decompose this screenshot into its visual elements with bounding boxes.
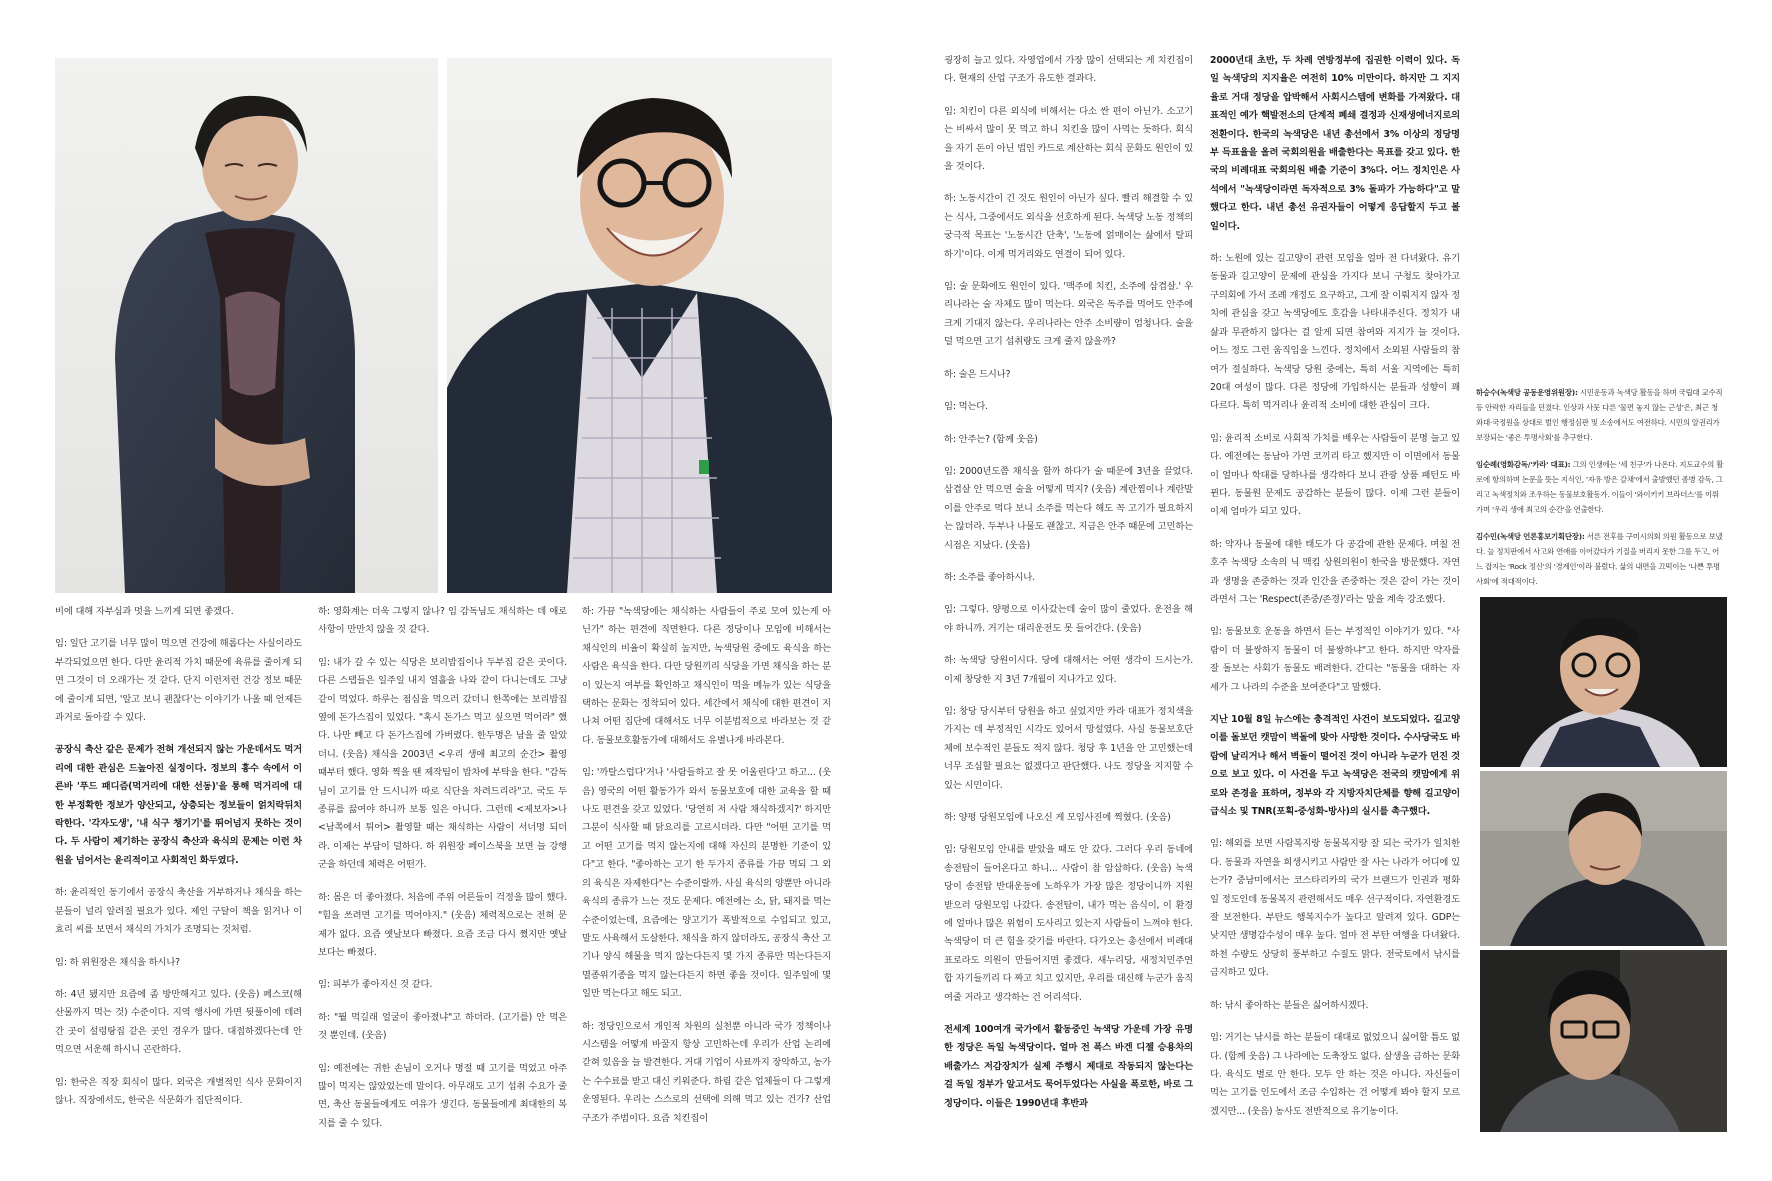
profile-text: 시민운동과 녹색당 활동을 하며 국립대 교수직 등 안락한 자리들을 던졌다. 인상과 사뭇 다른 '물면 놓지 않는 근성'은, 최근 청와대·국정원을 상대로 벌인 행정심판 및 소송에서도 여전하다. 시민의 알권리가 보장되는 '좋은 투명사회'를 추구한다.: [1476, 388, 1723, 442]
interview-paragraph: 임: 한국은 직장 회식이 많다. 외국은 개별적인 식사 문화이지 않나. 직장에서도, 한국은 식문화가 집단적이다.: [55, 1076, 302, 1106]
article-column-1: [55, 603, 302, 1163]
interview-paragraph: 굉장히 늘고 있다. 자영업에서 가장 많이 선택되는 게 치킨집이다. 현재의 산업 구조가 유도한 결과다.: [944, 55, 1193, 85]
interview-paragraph: 하: 노동시간이 긴 것도 원인이 아닌가 싶다. 빨리 해결할 수 있는 식사, 그중에서도 외식을 선호하게 된다. 녹색당 노동 정책의 궁극적 목표는 '노동시간 단축', '노동에 얽매이는 삶에서 탈피하기'이다. 이게 먹거리와도 연결이 되어 있다.: [944, 193, 1193, 260]
young-man-thumb-photo: [1480, 950, 1727, 1132]
interview-paragraph: 임: 하 위원장은 채식을 하시나?: [55, 956, 180, 968]
interview-paragraph: 임: 거기는 낚시를 하는 분들이 대대로 없었으니 싫어할 틈도 없다. (함께 웃음) 그 나라에는 도축장도 없다. 살생을 금하는 문화다. 육식도 별로 안 한다. 모두 안 하는 것은 아니다. 자신들이 먹는 고기를 인도에서 조금 수입하는 건 어떻게 봐야 할지 모르겠지만... (웃음) 농사도 전반적으로 유기농이다.: [1210, 1032, 1460, 1117]
interview-paragraph: 하: 양평 당원모임에 나오신 게 모임사진에 찍혔다. (웃음): [944, 812, 1171, 823]
lead-paragraph: 2000년대 초반, 두 차례 연방정부에 집권한 이력이 있다. 독일 녹색당의 지지율은 여전히 10% 미만이다. 하지만 그 지지율로 거대 정당을 압박해서 사회시스템에 변화를 가져왔다. 대표적인 예가 핵발전소의 단계적 폐쇄 결정과 신재생에너지로의 전환이다. 한국의 녹색당은 내년 총선에서 3% 이상의 정당명부 득표율을 올려 국회의원을 배출한다는 목표를 갖고 있다. 한국의 비례대표 국회의원 배출 기준이 3%다. 어느 정치인은 사석에서 "녹색당이라면 독자적으로 3% 돌파가 가능하다"고 말했다고 한다. 내년 총선 유권자들이 어떻게 응답할지 두고 볼 일이다.: [1210, 55, 1460, 232]
interview-paragraph: 임: 2000년도쯤 채식을 할까 하다가 술 때문에 3년을 끌었다. 삼겹살 안 먹으면 술을 어떻게 먹지? (웃음) 계란찜이나 계란말이를 안주로 먹다 보니 소주를 먹는다 해도 꼭 고기가 필요하지는 않더라. 두부나 나물도 괜찮고. 지금은 안주 때문에 고민하는 시점은 지났다. (웃음): [944, 465, 1193, 551]
profile-entry: [1476, 457, 1724, 517]
profile-name: 김수민(녹색당 언론홍보기획단장):: [1476, 532, 1585, 541]
interview-paragraph: 하: 안주는? (함께 웃음): [944, 433, 1038, 445]
interview-paragraph: 하: 노원에 있는 길고양이 관련 모임을 얼마 전 다녀왔다. 유기동물과 길고양이 문제에 관심을 가지다 보니 구청도 찾아가고 구의회에 가서 조례 개정도 요구하고, 그게 잘 이뤄지지 않자 정치에 관심을 갖고 녹색당에도 호감을 나타내주신다. 정치가 내 삶과 무관하지 않다는 걸 알게 되면 참여와 지지가 늘 것이다. 어느 정도 그런 움직임을 느낀다. 정치에서 소외된 사람들의 참여가 절실하다. 녹색당 당원 중에는, 특히 서울 지역에는 특히 20대 여성이 많다. 다른 정당에 가입하시는 분들과 성향이 꽤 다르다. 특히 먹거리나 윤리적 소비에 대한 관심이 크다.: [1210, 253, 1460, 412]
profile-entry: [1476, 385, 1724, 445]
interview-paragraph: 임: 술 문화에도 원인이 있다. '맥주에 치킨, 소주에 삼겹살.' 우리나라는 술 자체도 많이 먹는다. 외국은 독주를 먹어도 안주에 크게 기대지 않는다. 우리나라는 안주 소비량이 엄청나다. 술을 덜 먹으면 고기 섭취량도 크게 줄지 않을까?: [944, 281, 1193, 348]
interview-paragraph: 하: 낚시 좋아하는 분들은 싫어하시겠다.: [1210, 999, 1369, 1011]
profile-name: 하승수(녹색당 공동운영위원장):: [1476, 388, 1578, 397]
interview-paragraph: 하: 약자나 동물에 대한 태도가 다 공감에 관한 문제다. 며칠 전 호주 녹색당 소속의 닉 맥킴 상원의원이 한국을 방문했다. 자연과 생명을 존중하는 것과 인간을 존중하는 것은 같이 가는 것이라면서 그는 'Respect(존중/존경)'라는 말을 계속 강조했다.: [1210, 538, 1460, 605]
article-column-5: [1210, 52, 1460, 1162]
interview-paragraph: 하: 영화계는 더욱 그렇지 않나? 임 감독님도 채식하는 데 애로사항이 만만치 않을 것 같다.: [318, 606, 567, 636]
interview-paragraph: 하: "뭘 먹길래 얼굴이 좋아졌냐"고 하더라. (고기를) 안 먹은 것 뿐인데. (웃음): [318, 1011, 567, 1042]
interview-paragraph: 임: 당원모임 안내를 받았을 때도 안 갔다. 그러다 우리 동네에 송전탑이 들어온다고 하니... 사람이 참 암삽하다. (웃음) 녹색당이 송전탑 반대운동에 노하우가 가장 많은 정당이니까 지원받으러 당원모임 나갔다. 송전탑이, 내가 먹는 음식이, 이 환경에 얼마나 많은 위험이 도사리고 있는지 사람들이 느껴야 한다. 녹색당이 더 큰 힘을 갖기를 바란다. 다가오는 총선에서 비례대표로라도 의원이 만들어지면 좋겠다. 새누리당, 새정치민주연합 자기들끼리 다 짜고 치고 있지만, 우리를 대신해 누군가 움직여줄 거라고 생각하는 건 어리석다.: [944, 844, 1193, 1003]
interview-paragraph: 임: 치킨이 다른 외식에 비해서는 다소 싼 편이 아닌가. 소고기는 비싸서 많이 못 먹고 하니 치킨을 많이 사먹는 듯하다. 회식을 자기 돈이 아닌 법인 카드로 계산하는 회식 문화도 원인이 있을 것이다.: [944, 105, 1193, 173]
interview-paragraph: 임: 그렇다. 양평으로 이사갔는데 술이 많이 줄었다. 운전을 해야 하니까. 거기는 대리운전도 못 들어간다. (웃음): [944, 604, 1193, 634]
interview-paragraph: 하: 정당인으로서 개인적 차원의 실천뿐 아니라 국가 정책이나 시스템을 어떻게 바꿀지 항상 고민하는데 우리가 산업 논리에 갇혀 있음을 늘 발견한다. 거대 기업이 사료까지 장악하고, 농가는 수수료를 받고 대신 키워준다. 하림 같은 업체들이 다 그렇게 운영된다. 우리는 스스로의 선택에 의해 먹고 있는 건가? 산업 구조가 주범이다. 요즘 치킨집이: [582, 1020, 831, 1124]
article-column-2: [318, 603, 567, 1163]
interview-paragraph: 하: 술은 드시나?: [944, 368, 1011, 380]
interviewee-profiles: [1476, 385, 1724, 601]
lead-paragraph: 전세계 100여개 국가에서 활동중인 녹색당 가운데 가장 유명한 정당은 독일 녹색당이다. 얼마 전 폭스 바겐 디젤 승용차의 배출가스 저감장치가 실제 주행시 제대로 작동되지 않는다는 걸 독일 정부가 알고서도 묵어두었다는 사실을 폭로한, 바로 그 정당이다. 이들은 1990년대 후반과: [944, 1024, 1193, 1109]
interview-paragraph: 임: 윤리적 소비로 사회적 가치를 배우는 사람들이 분명 늘고 있다. 예전에는 동남아 가면 코끼리 타고 했지만 이 이면에서 동물이 얼마나 학대를 당하나를 생각하다 보니 관광 상품 패턴도 바뀐다. 동물원 문제도 공감하는 분들이 많다. 이제 그런 분들이 이제 엄마가 되고 있다.: [1210, 432, 1460, 518]
woman-portrait-photo: [55, 58, 438, 593]
interview-paragraph: 임: 예전에는 귀한 손님이 오거나 명절 때 고기를 먹었고 아주 많이 먹지는 않았었는데 말이다. 아무래도 고기 섭취 수요가 줄면, 축산 동물들에게도 여유가 생긴다. 동물들에게 최대한의 복지를 줄 수 있다.: [318, 1062, 567, 1129]
interview-paragraph: 하: 몸은 더 좋아졌다. 처음에 주위 어른들이 걱정을 많이 했다. "힘을 쓰려면 고기를 먹어야지." (웃음) 체력적으로는 전혀 문제가 없다. 요즘 옛날보다 빠졌다. 요즘 조금 다시 쪘지만 옛날보다는 빠졌다.: [318, 891, 567, 958]
interview-paragraph: 임: '까탈스럽다'거나 '사람들하고 잘 못 어울린다'고 하고... (웃음) 영국의 어떤 활동가가 와서 동물보호에 대한 교육을 할 때 나도 편견을 갖고 있었다. '당연히 저 사람 채식하겠지?' 하지만 그분이 식사할 때 닭요리를 고르시더라. 다만 "어떤 고기를 먹고 어떤 고기를 먹지 않는지에 대해 자신의 분명한 기준이 있다"고 한다. "좋아하는 고기 한 두가지 종류를 가끔 먹되 그 외의 육식은 자제한다"는 수준이랄까. 사실 육식의 양뿐만 아니라 육식의 종류가 느는 것도 문제다. 예전에는 소, 닭, 돼지를 먹는 수준이었는데, 요즘에는 양고기가 폭발적으로 수입되고 있고, 말도 사육해서 도살한다. 채식을 하지 않더라도, 공장식 축산 고기나 양식 해물을 먹지 않는다든지 몇 가지 종류만 먹는다든지 멸종위기종을 먹지 않는다든지 하면 좋을 것이다. 일주일에 몇일만 먹는다고 해도 되고.: [582, 767, 831, 1000]
profile-text: 그의 인생에는 '세 친구'가 나온다. 지도교수의 활로에 항의하며 논문을 뜻는 지식인, '자유 방은 갈채'에서 출발했던 좀병 감독, 그리고 녹색정치와 조우하는 동물보호활동가. 이들이 '와이키키 브라더스'를 이뤄가며 '우리 생애 최고의 순간'을 연출한다.: [1476, 460, 1724, 514]
man-laughing-photo: [447, 58, 832, 593]
interview-paragraph: 하: 4년 됐지만 요즘에 좀 방만해지고 있다. (웃음) 페스코(해산물까지 먹는 것) 수준이다. 지역 행사에 가면 뒷풀이에 데려간 곳이 설렁탕집 같은 곳인 경우가 많다. 대접하겠다는데 안 먹으면 서운해 하시니 곤란하다.: [55, 988, 302, 1056]
interview-paragraph: 하: 가끔 "녹색당에는 채식하는 사람들이 주로 모여 있는게 아닌가" 하는 편견에 직면한다. 다른 정당이나 모임에 비해서는 채식인의 비율이 확실히 높지만, 녹색당원 중에도 육식을 하는 사람은 육식을 한다. 다만 당원끼리 식당을 가면 채식을 하는 분이 있는지 여부를 확인하고 채식인이 먹을 메뉴가 있는 식당을 택하는 문화는 정착되어 있다. 세간에서 채식에 대한 편견이 지나쳐 어떤 집단에 대해서도 너무 이분법적으로 바라보는 것 같다. 동물보호활동가에 대해서도 유별나게 바라본다.: [582, 606, 831, 746]
interview-paragraph: 비에 대해 자부심과 멋을 느끼게 되면 좋겠다.: [55, 606, 234, 617]
interview-paragraph: 하: 녹색당 당원이시다. 당에 대해서는 어떤 생각이 드시는가. 이제 창당한 지 3년 7개월이 지나가고 있다.: [944, 655, 1193, 685]
article-column-4: [944, 52, 1193, 1162]
interview-paragraph: 임: 내가 갈 수 있는 식당은 보리밥집이나 두부집 같은 곳이다. 다른 스탭들은 일주일 내지 열흘을 나와 같이 다니는데도 그냥 같이 먹었다. 하루는 점심을 먹으러 갔더니 한쪽에는 보리밥집 옆에 돈가스집이 있었다. "혹시 돈가스 먹고 싶으면 먹어라" 했다. 나만 빼고 다 돈가스집에 가버렸다. 한두명은 남을 줄 알았더니. (웃음) 채식을 2003년 <우리 생애 최고의 순간> 촬영 때부터 했다. 영화 찍을 땐 제작팀이 밥차에 부탁을 한다. "감독님이 고기를 안 드시니까 따로 식단을 차려드리라"고. 국도 두 종류를 끓여야 하니까 보통 일은 아니다. 그런데 <제보자>나 <남쪽에서 튀어> 촬영할 때는 채식하는 사람이 서너명 되더라. 이제는 부담이 덜하다. 하 위원장 페이스북을 보면 늘 강행군을 하던데 체력은 어떤가.: [318, 656, 567, 871]
lead-paragraph: 공장식 축산 같은 문제가 전혀 개선되지 않는 가운데서도 먹거리에 대한 관심은 드높아진 실정이다. 정보의 홍수 속에서 이른바 '푸드 패디즘(먹거리에 대한 선동)'을 통해 먹거리에 대한 부정확한 정보가 양산되고, 상층되는 정보들이 얽치락뒤치락한다. '각자도생', '내 식구 챙기기'를 뛰어넘지 못하는 것이다. 두 사람이 제기하는 공장식 축산과 육식의 문제는 이런 차원을 넘어서는 윤리적이고 사회적인 화두였다.: [55, 744, 302, 866]
interview-paragraph: 임: 먹는다.: [944, 401, 988, 413]
profile-name: 임순례(영화감독/'카라' 대표):: [1476, 460, 1571, 469]
lead-paragraph: 지난 10월 8일 뉴스에는 충격적인 사건이 보도되었다. 길고양이를 돌보던 캣맘이 벽돌에 맞아 사망한 것이다. 수사당국도 바람에 날리거나 해서 벽돌이 떨어진 것이 아니라 누군가 던진 것으로 보고 있다. 이 사건을 두고 녹색당은 전국의 캣맘에게 위로와 존경을 표하며, 정부와 각 지방자치단체를 향해 길고양이 급식소 및 TNR(포획-중성화-방사)의 실시를 촉구했다.: [1210, 714, 1460, 818]
interview-paragraph: 임: 일단 고기를 너무 많이 먹으면 건강에 해롭다는 사실이라도 부각되었으면 한다. 다만 윤리적 가치 때문에 육류를 줄이게 되면 그것이 더 오래가는 것 같다. 단지 이런저런 건강 정보 때문에 줄이게 되면, '알고 보니 괜찮다'는 이야기가 나올 때 언제든 과거로 돌아갈 수 있다.: [55, 638, 302, 724]
man-smiling-thumb-photo: [1480, 597, 1727, 767]
profile-text: 서른 전후를 구미시의회 의원 활동으로 보냈다. 늘 정치판에서 사고와 연애를 이어갔다가 기질을 버리지 못한 그를 두고, 어느 잡지는 'Rock 정신'의 '경계인'이라 불렀다. 삶의 내면을 끄떡이는 '나쁜 투명사회'에 적대적이다.: [1476, 532, 1723, 586]
interview-paragraph: 임: 피부가 좋아지신 것 같다.: [318, 979, 433, 991]
interview-paragraph: 하: 윤리적인 동기에서 공장식 축산을 거부하거나 채식을 하는 분들이 널리 알려질 필요가 있다. 제인 구달이 책을 읽거나 이효리 씨를 보면서 채식의 가치가 조명되는 것처럼.: [55, 887, 302, 936]
interview-paragraph: 하: 소주를 좋아하시나.: [944, 571, 1035, 583]
profile-entry: [1476, 529, 1724, 589]
interview-paragraph: 임: 해외를 보면 사람복지랑 동물복지랑 잘 되는 국가가 일치한다. 동물과 자연을 희생시키고 사람만 잘 사는 나라가 어디에 있는가? 중남미에서는 코스타리카의 국가 브랜드가 인권과 평화일 정도인데 동물복지 관련해서도 매우 선구적이다. 자연환경도 잘 보전한다. 부탄도 행복지수가 높다고 알려져 있다. GDP는 낮지만 생명감수성이 매우 높다. 얼마 전 부탄 여행을 다녀왔다. 하천 수량도 상당히 풍부하고 수질도 맑다. 전국토에서 낚시를 금지하고 있다.: [1210, 838, 1460, 979]
interview-paragraph: 임: 동물보호 운동을 하면서 듣는 부정적인 이야기가 있다. "사람이 더 불쌍하지 동물이 더 불쌍하냐"고 한다. 하지만 약자를 잘 돌보는 사회가 동물도 배려한다. 간디는 "동물을 대하는 자세가 그 나라의 수준을 보여준다"고 말했다.: [1210, 626, 1460, 693]
article-column-3: [582, 603, 831, 1163]
woman-thumb-photo: [1480, 771, 1727, 946]
interview-paragraph: 임: 창당 당시부터 당원을 하고 싶었지만 카라 대표가 정치색을 가지는 데 부정적인 시각도 있어서 망설였다. 사실 동물보호단체에 보수적인 분들도 적지 않다. 청당 후 1년을 안 고민했는데 너무 조심할 필요는 없겠다고 판단했다. 나도 정당을 지지할 수 있는 시민이다.: [944, 705, 1193, 791]
